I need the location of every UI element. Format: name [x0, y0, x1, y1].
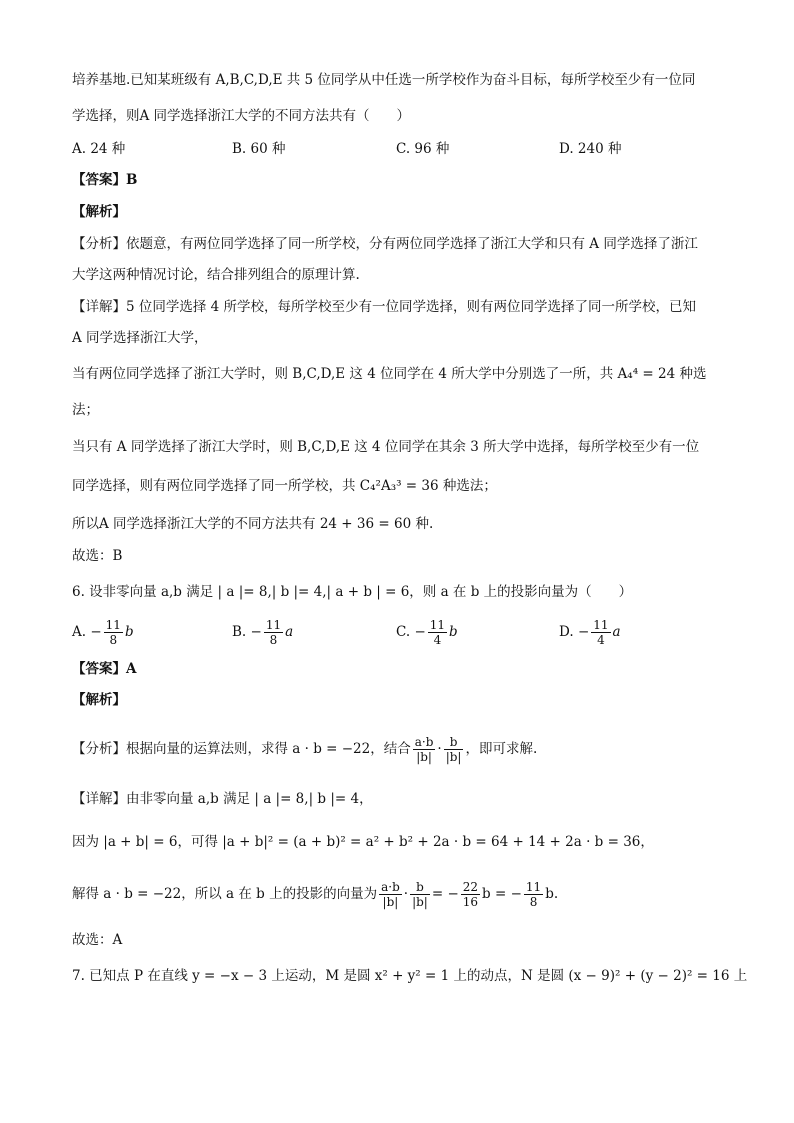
- q5-detail-line7: 所以A 同学选择浙江大学的不同方法共有 24 + 36 = 60 种.: [72, 516, 434, 532]
- q5-option-c: C. 96 种: [396, 141, 450, 157]
- q6-detail-line2: 因为 |a + b| = 6，可得 |a + b|² = (a + b)² = a² + b² + 2a · b = 64 + 14 + 2a · b = 36，: [72, 834, 654, 850]
- q5-analysis-line2: 大学这两种情况讨论，结合排列组合的原理计算.: [72, 267, 360, 283]
- q6-option-c: C. − $\frac{11}{4}$ b: [396, 618, 458, 647]
- q5-choice: 故选：B: [72, 548, 123, 564]
- q5-detail-line4: 法；: [72, 402, 99, 418]
- q5-stem-line1: 培养基地.已知某班级有 A,B,C,D,E 共 5 位同学从中任选一所学校作为奋斗目标，每所学校至少有一位同: [72, 72, 696, 88]
- q6-choice: 故选：A: [72, 932, 123, 948]
- q5-detail-line3: 当有两位同学选择了浙江大学时，则 B,C,D,E 这 4 位同学在 4 所大学中分别选了一所，共 A₄⁴ = 24 种选: [72, 366, 707, 382]
- q6-option-b: B. − $\frac{11}{8}$ a: [232, 618, 294, 647]
- q7-stem: 7. 已知点 P 在直线 y = −x − 3 上运动，M 是圆 x² + y² = 1 上的动点，N 是圆 (x − 9)² + (y − 2)² = 16 上: [72, 968, 748, 984]
- q6-analysis-heading: 【解析】: [72, 692, 126, 708]
- q6-stem: 6. 设非零向量 a,b 满足 | a |= 8,| b |= 4,| a + b | = 6，则 a 在 b 上的投影向量为（ ）: [72, 584, 633, 600]
- q5-detail-line2: A 同学选择浙江大学，: [72, 330, 208, 346]
- q6-detail-line1: 【详解】由非零向量 a,b 满足 | a |= 8,| b |= 4，: [72, 791, 373, 807]
- q5-analysis-line1: 【分析】依题意，有两位同学选择了同一所学校，分有两位同学选择了浙江大学和只有 A 同学选择了浙江: [72, 236, 698, 252]
- q5-detail-line5: 当只有 A 同学选择了浙江大学时，则 B,C,D,E 这 4 位同学在其余 3 所大学中选择，每所学校至少有一位: [72, 439, 700, 455]
- q6-answer: 【答案】A: [72, 661, 137, 677]
- q5-detail-line1: 【详解】5 位同学选择 4 所学校，每所学校至少有一位同学选择，则有两位同学选择了同一所学校，已知: [72, 299, 697, 315]
- q6-option-a: A. − $\frac{11}{8}$ b: [72, 618, 134, 647]
- q5-option-b: B. 60 种: [232, 141, 286, 157]
- q5-analysis-heading: 【解析】: [72, 204, 126, 220]
- q5-option-d: D. 240 种: [559, 141, 622, 157]
- q5-detail-line6: 同学选择，则有两位同学选择了同一所学校，共 C₄²A₃³ = 36 种选法；: [72, 478, 497, 494]
- q5-stem-line2: 学选择，则A 同学选择浙江大学的不同方法共有（ ）: [72, 108, 411, 124]
- q5-answer: 【答案】B: [72, 172, 138, 188]
- q6-option-d: D. − $\frac{11}{4}$ a: [559, 618, 621, 647]
- q6-detail-line3: 解得 a · b = −22，所以 a 在 b 上的投影的向量为 $\frac{a\cdot b}{|b|}$ · $\frac{b}{|b|}$ = − $\frac{22}{16}$ b = − $\frac{11}{8}$ b.: [72, 880, 559, 909]
- q6-analysis-line: 【分析】根据向量的运算法则，求得 a · b = −22，结合 $\frac{a\cdot b}{|b|}$ · $\frac{b}{|b|}$ ，即可求解.: [72, 735, 538, 764]
- q5-option-a: A. 24 种: [72, 141, 126, 157]
